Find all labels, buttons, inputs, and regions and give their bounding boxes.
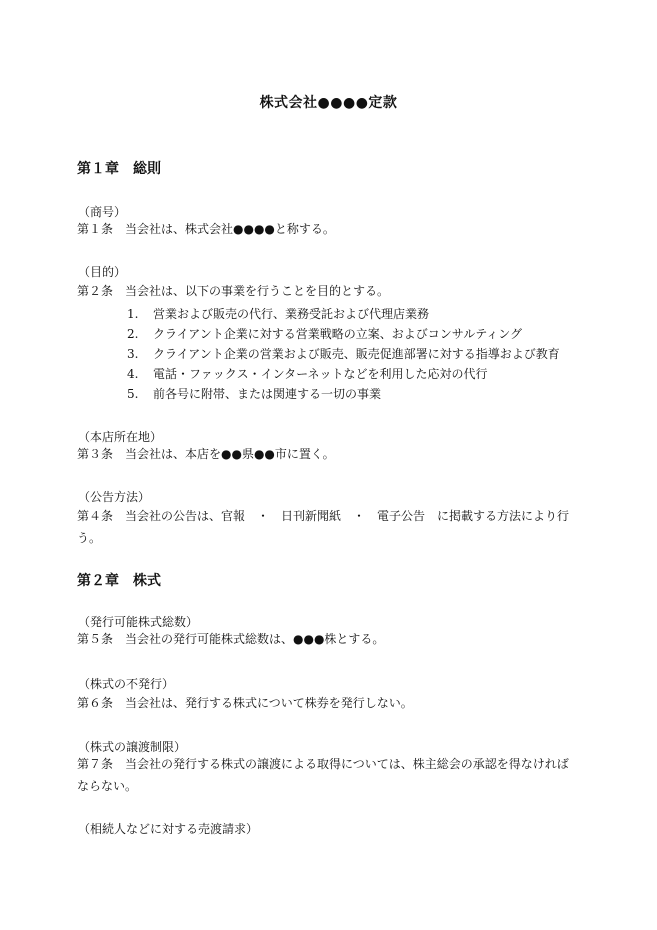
item-text: 営業および販売の代行、業務受託および代理店業務: [153, 307, 430, 321]
item-number: 1.: [127, 307, 139, 321]
article-1-text: 当会社は、株式会社●●●●と称する。: [125, 222, 335, 236]
document-title: 株式会社●●●●定款: [259, 95, 398, 111]
article-2-text: 当会社は、以下の事業を行うことを目的とする。: [125, 284, 390, 298]
article-2-item-4: [127, 365, 488, 382]
article-1-number: 第１条: [77, 222, 114, 236]
item-number: 5.: [127, 387, 139, 401]
article-6: [77, 692, 413, 714]
article-5-heading: （発行可能株式総数）: [78, 615, 199, 629]
article-7-number: 第７条: [77, 757, 114, 771]
chapter-2-title: 第２章 株式: [77, 573, 161, 589]
article-2-item-3: [127, 345, 560, 362]
article-3: [77, 443, 335, 465]
article-6-number: 第６条: [77, 696, 114, 710]
article-4-heading: （公告方法）: [78, 490, 151, 504]
item-number: 3.: [127, 347, 139, 361]
article-6-text: 当会社は、発行する株式について株券を発行しない。: [125, 696, 413, 710]
article-3-heading: （本店所在地）: [78, 430, 163, 444]
item-text: クライアント企業の営業および販売、販売促進部署に対する指導および教育: [153, 347, 560, 361]
article-2-item-2: [127, 325, 522, 342]
article-2-item-5: [127, 385, 381, 402]
chapter-1-title: 第１章 総則: [77, 161, 161, 177]
item-text: クライアント企業に対する営業戦略の立案、およびコンサルティング: [153, 327, 523, 341]
article-7-text: 当会社の発行する株式の譲渡による取得については、株主総会の承認を得なければならない。: [77, 757, 569, 793]
article-4: [77, 505, 577, 549]
article-5: [77, 628, 384, 650]
article-5-number: 第５条: [77, 632, 114, 646]
article-7: [77, 753, 577, 797]
item-text: 前各号に附帯、または関連する一切の事業: [153, 387, 382, 401]
article-2-item-1: [127, 305, 429, 322]
item-number: 4.: [127, 367, 139, 381]
article-2-number: 第２条: [77, 284, 114, 298]
article-8-heading: （相続人などに対する売渡請求）: [78, 822, 259, 836]
article-5-text: 当会社の発行可能株式総数は、●●●株とする。: [125, 632, 385, 646]
article-3-number: 第３条: [77, 447, 114, 461]
article-7-heading: （株式の譲渡制限）: [78, 740, 187, 754]
article-1-heading: （商号）: [78, 205, 127, 219]
article-3-text: 当会社は、本店を●●県●●市に置く。: [125, 447, 335, 461]
article-6-heading: （株式の不発行）: [78, 677, 175, 691]
article-1: [77, 218, 335, 240]
article-4-text: 当会社の公告は、官報 ・ 日刊新聞紙 ・ 電子公告 に掲載する方法により行う。: [77, 509, 570, 545]
item-number: 2.: [127, 327, 139, 341]
article-2: [77, 280, 389, 302]
article-2-heading: （目的）: [78, 265, 127, 279]
item-text: 電話・ファックス・インターネットなどを利用した応対の代行: [153, 367, 488, 381]
article-4-number: 第４条: [77, 509, 114, 523]
